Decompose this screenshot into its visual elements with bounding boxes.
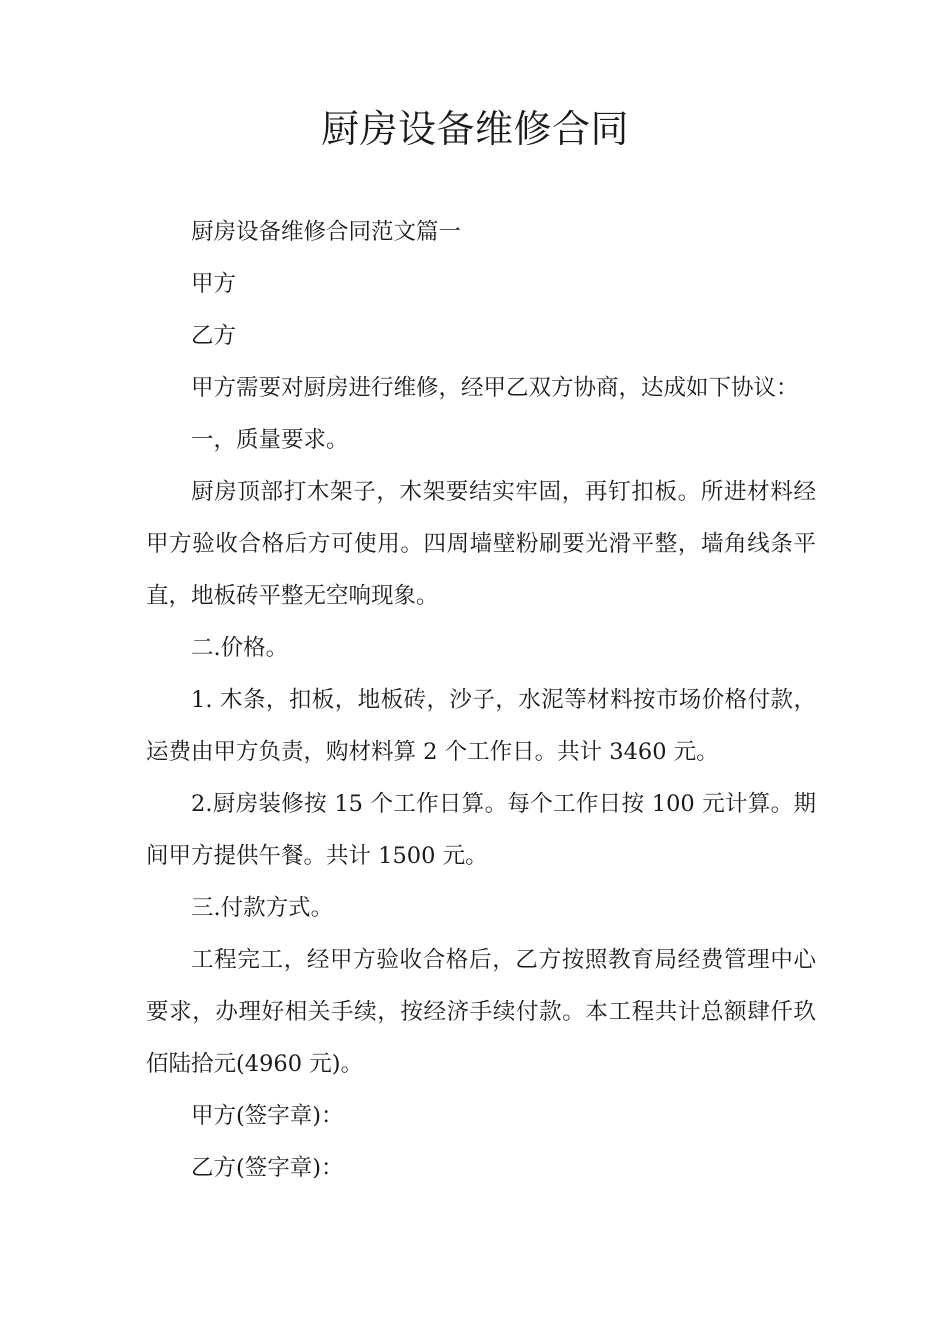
paragraph-party-a: 甲方 [191, 271, 237, 297]
paragraph-price-item-1: 1. 木条，扣板，地板砖，沙子，水泥等材料按市场价格付款，运费由甲方负责，购材料算 2 个工作日。共计 3460 元。 [146, 687, 816, 765]
paragraph-quality: 厨房顶部打木架子，木架要结实牢固，再钉扣板。所进材料经甲方验收合格后方可使用。四周墙壁粉刷要光滑平整，墙角线条平直，地板砖平整无空响现象。 [146, 479, 816, 609]
section-heading-payment: 三.付款方式。 [191, 895, 334, 921]
section-heading-price: 二.价格。 [191, 635, 289, 661]
paragraph-price-item-2: 2.厨房装修按 15 个工作日算。每个工作日按 100 元计算。期间甲方提供午餐。共计 1500 元。 [146, 791, 816, 869]
paragraph-party-b: 乙方 [191, 323, 237, 349]
document-title: 厨房设备维修合同 [320, 107, 629, 151]
signature-party-a: 甲方(签字章)： [191, 1103, 344, 1129]
document-body [146, 206, 816, 1194]
paragraph-subtitle: 厨房设备维修合同范文篇一 [191, 219, 462, 245]
paragraph-payment: 工程完工，经甲方验收合格后，乙方按照教育局经费管理中心要求，办理好相关手续，按经济手续付款。本工程共计总额肆仟玖佰陆拾元(4960 元)。 [146, 947, 816, 1077]
signature-party-b: 乙方(签字章)： [191, 1155, 344, 1181]
section-heading-quality: 一，质量要求。 [191, 427, 349, 453]
paragraph-intro: 甲方需要对厨房进行维修，经甲乙双方协商，达成如下协议： [191, 375, 799, 401]
